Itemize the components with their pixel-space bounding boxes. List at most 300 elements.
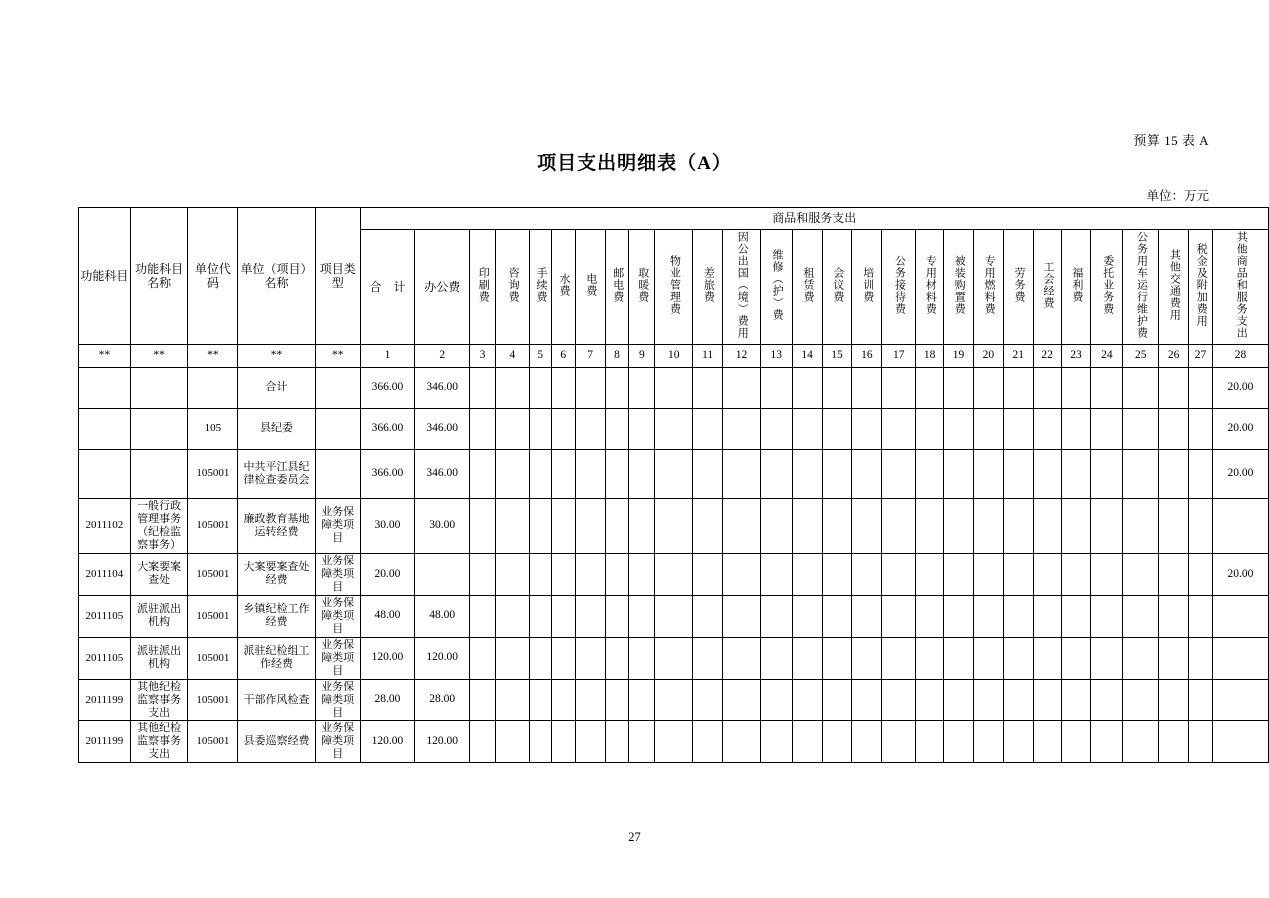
cell-blank	[470, 679, 496, 721]
colnum-8: 4	[495, 344, 529, 367]
cell-blank	[1033, 498, 1061, 553]
cell-blank	[655, 498, 693, 553]
cell-blank	[629, 553, 655, 595]
cell-blank	[882, 553, 916, 595]
cell-blank	[916, 498, 944, 553]
cell-func-name: 派驻派出机构	[130, 595, 188, 637]
table-row	[79, 595, 1269, 637]
header-col-training: 培训费	[852, 230, 882, 345]
cell-blank	[944, 595, 974, 637]
header-col-total: 合 计	[360, 230, 415, 345]
cell-blank	[655, 367, 693, 408]
table-row	[79, 498, 1269, 553]
cell-blank	[1159, 679, 1189, 721]
cell-blank	[1091, 553, 1123, 595]
header-col-taxes-surcharges: 税金及附加费用	[1189, 230, 1213, 345]
header-col-welfare: 福利费	[1061, 230, 1091, 345]
cell-blank	[1033, 679, 1061, 721]
header-func-name: 功能科目名称	[130, 208, 188, 345]
cell-blank	[822, 553, 852, 595]
cell-blank	[1003, 408, 1033, 449]
cell-blank	[1091, 498, 1123, 553]
cell-blank	[852, 367, 882, 408]
cell-office	[415, 553, 470, 595]
header-col-property-management: 物业管理费	[655, 230, 693, 345]
table-group-header-row	[79, 208, 1269, 230]
cell-blank	[551, 553, 575, 595]
colnum-23: 19	[944, 344, 974, 367]
cell-blank	[605, 595, 629, 637]
cell-blank	[882, 367, 916, 408]
table-row	[79, 367, 1269, 408]
cell-blank	[1003, 721, 1033, 763]
cell-func-name: 派驻派出机构	[130, 637, 188, 679]
colnum-20: 16	[852, 344, 882, 367]
cell-blank	[551, 679, 575, 721]
cell-blank	[529, 721, 551, 763]
cell-blank	[792, 498, 822, 553]
cell-blank	[629, 637, 655, 679]
cell-blank	[1189, 553, 1213, 595]
cell-blank	[1003, 553, 1033, 595]
cell-blank	[575, 449, 605, 498]
cell-blank	[723, 595, 761, 637]
colnum-1: **	[130, 344, 188, 367]
colnum-16: 12	[723, 344, 761, 367]
cell-blank	[693, 595, 723, 637]
cell-blank	[495, 721, 529, 763]
cell-blank	[551, 637, 575, 679]
cell-blank	[973, 408, 1003, 449]
header-col-water: 水费	[551, 230, 575, 345]
table-row	[79, 553, 1269, 595]
cell-func-name: 其他纪检监察事务支出	[130, 721, 188, 763]
cell-blank	[655, 637, 693, 679]
cell-blank	[916, 367, 944, 408]
cell-blank	[723, 498, 761, 553]
cell-blank	[792, 408, 822, 449]
cell-blank	[1061, 498, 1091, 553]
colnum-4: **	[315, 344, 360, 367]
cell-blank	[1003, 595, 1033, 637]
cell-blank	[1123, 367, 1159, 408]
cell-blank	[723, 679, 761, 721]
cell-blank	[1061, 553, 1091, 595]
cell-blank	[944, 637, 974, 679]
cell-blank	[575, 367, 605, 408]
header-col-official-reception: 公务接待费	[882, 230, 916, 345]
cell-blank	[792, 449, 822, 498]
cell-blank	[1159, 595, 1189, 637]
cell-blank	[575, 553, 605, 595]
cell-total: 120.00	[360, 637, 415, 679]
cell-blank	[723, 408, 761, 449]
cell-blank	[529, 367, 551, 408]
header-col-printing: 印刷费	[470, 230, 496, 345]
cell-blank	[760, 449, 792, 498]
cell-office: 48.00	[415, 595, 470, 637]
cell-blank	[605, 553, 629, 595]
cell-blank	[655, 449, 693, 498]
cell-blank	[575, 637, 605, 679]
cell-blank	[973, 637, 1003, 679]
cell-blank	[1091, 679, 1123, 721]
cell-blank	[882, 637, 916, 679]
cell-unit-code: 105001	[188, 449, 238, 498]
header-col-electricity: 电费	[575, 230, 605, 345]
page-title: 项目支出明细表（A）	[537, 153, 732, 174]
cell-project-type	[315, 449, 360, 498]
cell-blank	[852, 595, 882, 637]
cell-func-code	[79, 408, 131, 449]
cell-unit-name: 合计	[238, 367, 316, 408]
cell-blank	[1091, 408, 1123, 449]
cell-office: 120.00	[415, 721, 470, 763]
header-col-official-vehicle: 公务用车运行维护费	[1123, 230, 1159, 345]
cell-blank	[575, 595, 605, 637]
cell-blank	[822, 449, 852, 498]
colnum-31: 27	[1189, 344, 1213, 367]
colnum-15: 11	[693, 344, 723, 367]
cell-blank	[944, 367, 974, 408]
cell-blank	[1091, 721, 1123, 763]
cell-blank	[1091, 637, 1123, 679]
cell-total: 366.00	[360, 367, 415, 408]
cell-unit-code	[188, 367, 238, 408]
cell-blank	[575, 721, 605, 763]
cell-blank	[495, 449, 529, 498]
form-code: 预算 15 表 A	[1133, 133, 1209, 148]
cell-blank	[605, 367, 629, 408]
table-row	[79, 679, 1269, 721]
cell-blank	[1159, 367, 1189, 408]
header-project-type: 项目类型	[315, 208, 360, 345]
cell-blank	[1189, 637, 1213, 679]
cell-blank	[655, 595, 693, 637]
cell-unit-name: 中共平江县纪律检查委员会	[238, 449, 316, 498]
cell-blank	[760, 553, 792, 595]
cell-project-type	[315, 367, 360, 408]
cell-blank	[1061, 679, 1091, 721]
cell-blank	[822, 637, 852, 679]
cell-blank	[1033, 367, 1061, 408]
cell-blank	[693, 721, 723, 763]
colnum-28: 24	[1091, 344, 1123, 367]
cell-blank	[1159, 553, 1189, 595]
cell-blank	[1123, 408, 1159, 449]
cell-blank	[1091, 367, 1123, 408]
colnum-6: 2	[415, 344, 470, 367]
header-col-other-transport: 其他交通费用	[1159, 230, 1189, 345]
cell-blank	[1159, 637, 1189, 679]
cell-blank	[1061, 408, 1091, 449]
cell-blank	[944, 449, 974, 498]
cell-office: 346.00	[415, 449, 470, 498]
cell-func-code: 2011104	[79, 553, 131, 595]
cell-other-goods-services	[1212, 595, 1268, 637]
header-col-special-materials: 专用材料费	[916, 230, 944, 345]
cell-blank	[575, 408, 605, 449]
cell-blank	[529, 449, 551, 498]
cell-blank	[655, 721, 693, 763]
colnum-9: 5	[529, 344, 551, 367]
cell-blank	[916, 679, 944, 721]
cell-blank	[973, 595, 1003, 637]
cell-blank	[1061, 637, 1091, 679]
cell-blank	[629, 721, 655, 763]
cell-unit-name: 县委巡察经费	[238, 721, 316, 763]
cell-blank	[792, 367, 822, 408]
cell-blank	[693, 637, 723, 679]
cell-blank	[1123, 721, 1159, 763]
cell-blank	[529, 408, 551, 449]
cell-blank	[470, 449, 496, 498]
cell-func-code: 2011199	[79, 679, 131, 721]
cell-blank	[1123, 449, 1159, 498]
unit-note: 单位：万元	[1146, 189, 1209, 203]
cell-other-goods-services: 20.00	[1212, 367, 1268, 408]
cell-blank	[973, 553, 1003, 595]
cell-blank	[822, 679, 852, 721]
cell-blank	[551, 498, 575, 553]
cell-blank	[575, 679, 605, 721]
cell-project-type: 业务保障类项目	[315, 721, 360, 763]
cell-blank	[495, 498, 529, 553]
cell-blank	[916, 721, 944, 763]
cell-unit-code: 105001	[188, 721, 238, 763]
cell-office: 346.00	[415, 367, 470, 408]
cell-blank	[470, 408, 496, 449]
cell-func-code: 2011105	[79, 595, 131, 637]
table-row	[79, 637, 1269, 679]
colnum-19: 15	[822, 344, 852, 367]
header-col-clothing-purchase: 被装购置费	[944, 230, 974, 345]
cell-blank	[760, 408, 792, 449]
cell-blank	[1003, 367, 1033, 408]
cell-blank	[723, 367, 761, 408]
cell-func-name: 一般行政管理事务（纪检监察事务）	[130, 498, 188, 553]
cell-func-name	[130, 449, 188, 498]
colnum-14: 10	[655, 344, 693, 367]
cell-blank	[1189, 449, 1213, 498]
cell-blank	[551, 408, 575, 449]
cell-total: 30.00	[360, 498, 415, 553]
cell-blank	[792, 595, 822, 637]
cell-unit-code: 105001	[188, 637, 238, 679]
cell-blank	[1159, 449, 1189, 498]
cell-blank	[470, 498, 496, 553]
cell-blank	[1189, 408, 1213, 449]
cell-blank	[916, 637, 944, 679]
cell-unit-code: 105001	[188, 553, 238, 595]
cell-project-type: 业务保障类项目	[315, 595, 360, 637]
header-goods-services-group: 商品和服务支出	[360, 208, 1268, 230]
colnum-18: 14	[792, 344, 822, 367]
cell-blank	[529, 679, 551, 721]
cell-blank	[629, 595, 655, 637]
cell-blank	[822, 595, 852, 637]
cell-blank	[495, 679, 529, 721]
cell-blank	[1033, 721, 1061, 763]
cell-func-code	[79, 449, 131, 498]
cell-blank	[973, 449, 1003, 498]
cell-blank	[1159, 721, 1189, 763]
cell-blank	[792, 553, 822, 595]
cell-blank	[1189, 721, 1213, 763]
table-row	[79, 721, 1269, 763]
colnum-29: 25	[1123, 344, 1159, 367]
colnum-13: 9	[629, 344, 655, 367]
table-row	[79, 408, 1269, 449]
cell-blank	[723, 637, 761, 679]
cell-blank	[629, 408, 655, 449]
cell-unit-name: 乡镇纪检工作经费	[238, 595, 316, 637]
cell-project-type: 业务保障类项目	[315, 637, 360, 679]
cell-blank	[1061, 367, 1091, 408]
cell-blank	[470, 367, 496, 408]
header-col-maintenance: 维修（护）费	[760, 230, 792, 345]
cell-blank	[529, 637, 551, 679]
cell-blank	[575, 498, 605, 553]
cell-total: 28.00	[360, 679, 415, 721]
cell-unit-name: 廉政教育基地运转经费	[238, 498, 316, 553]
cell-blank	[852, 679, 882, 721]
header-col-handling-fee: 手续费	[529, 230, 551, 345]
cell-blank	[944, 721, 974, 763]
cell-func-name	[130, 408, 188, 449]
cell-blank	[605, 408, 629, 449]
header-unit-name: 单位（项目）名称	[238, 208, 316, 345]
cell-blank	[760, 679, 792, 721]
colnum-0: **	[79, 344, 131, 367]
project-expenditure-table	[78, 207, 1269, 763]
cell-blank	[693, 498, 723, 553]
cell-office: 346.00	[415, 408, 470, 449]
cell-blank	[1003, 679, 1033, 721]
cell-blank	[1003, 449, 1033, 498]
cell-blank	[605, 679, 629, 721]
cell-blank	[495, 595, 529, 637]
header-col-consulting: 咨询费	[495, 230, 529, 345]
cell-blank	[605, 498, 629, 553]
cell-total: 20.00	[360, 553, 415, 595]
cell-blank	[760, 367, 792, 408]
cell-blank	[1189, 498, 1213, 553]
cell-blank	[1123, 595, 1159, 637]
cell-blank	[1189, 679, 1213, 721]
cell-blank	[760, 595, 792, 637]
cell-blank	[760, 637, 792, 679]
cell-blank	[629, 367, 655, 408]
cell-blank	[495, 553, 529, 595]
cell-blank	[1003, 498, 1033, 553]
header-col-overseas: 因公出国（境）费用	[723, 230, 761, 345]
cell-blank	[852, 498, 882, 553]
cell-blank	[605, 637, 629, 679]
cell-blank	[723, 721, 761, 763]
cell-blank	[760, 498, 792, 553]
cell-blank	[916, 553, 944, 595]
cell-func-code: 2011102	[79, 498, 131, 553]
page-number: 27	[628, 830, 641, 844]
cell-blank	[1061, 721, 1091, 763]
header-col-post-telecom: 邮电费	[605, 230, 629, 345]
cell-project-type	[315, 408, 360, 449]
cell-blank	[1159, 408, 1189, 449]
colnum-22: 18	[916, 344, 944, 367]
cell-blank	[1033, 449, 1061, 498]
cell-blank	[1033, 408, 1061, 449]
cell-func-code: 2011199	[79, 721, 131, 763]
header-col-labor: 劳务费	[1003, 230, 1033, 345]
cell-blank	[882, 449, 916, 498]
header-col-meeting: 会议费	[822, 230, 852, 345]
cell-blank	[551, 595, 575, 637]
cell-blank	[852, 637, 882, 679]
cell-blank	[470, 721, 496, 763]
table-column-number-row	[79, 344, 1269, 367]
cell-other-goods-services	[1212, 498, 1268, 553]
cell-unit-name: 县纪委	[238, 408, 316, 449]
cell-blank	[693, 679, 723, 721]
cell-func-name: 大案要案查处	[130, 553, 188, 595]
cell-blank	[792, 721, 822, 763]
cell-blank	[973, 679, 1003, 721]
cell-blank	[852, 721, 882, 763]
cell-unit-code: 105001	[188, 679, 238, 721]
cell-blank	[629, 498, 655, 553]
cell-blank	[882, 408, 916, 449]
colnum-2: **	[188, 344, 238, 367]
cell-blank	[973, 498, 1003, 553]
cell-unit-code: 105001	[188, 498, 238, 553]
cell-blank	[655, 679, 693, 721]
colnum-27: 23	[1061, 344, 1091, 367]
header-col-travel: 差旅费	[693, 230, 723, 345]
colnum-10: 6	[551, 344, 575, 367]
cell-blank	[1189, 595, 1213, 637]
table-row	[79, 449, 1269, 498]
cell-blank	[916, 595, 944, 637]
colnum-30: 26	[1159, 344, 1189, 367]
cell-blank	[916, 449, 944, 498]
cell-blank	[1061, 595, 1091, 637]
cell-blank	[605, 449, 629, 498]
colnum-25: 21	[1003, 344, 1033, 367]
cell-func-name: 其他纪检监察事务支出	[130, 679, 188, 721]
colnum-21: 17	[882, 344, 916, 367]
cell-office: 30.00	[415, 498, 470, 553]
cell-blank	[655, 408, 693, 449]
cell-blank	[944, 553, 974, 595]
cell-blank	[1003, 637, 1033, 679]
header-func-code: 功能科目	[79, 208, 131, 345]
cell-blank	[973, 721, 1003, 763]
colnum-24: 20	[973, 344, 1003, 367]
cell-blank	[760, 721, 792, 763]
cell-blank	[822, 408, 852, 449]
cell-blank	[470, 553, 496, 595]
cell-blank	[792, 637, 822, 679]
cell-blank	[944, 679, 974, 721]
header-col-office: 办公费	[415, 230, 470, 345]
cell-blank	[551, 721, 575, 763]
cell-other-goods-services: 20.00	[1212, 408, 1268, 449]
cell-blank	[723, 553, 761, 595]
cell-blank	[852, 408, 882, 449]
cell-func-code	[79, 367, 131, 408]
cell-blank	[693, 449, 723, 498]
